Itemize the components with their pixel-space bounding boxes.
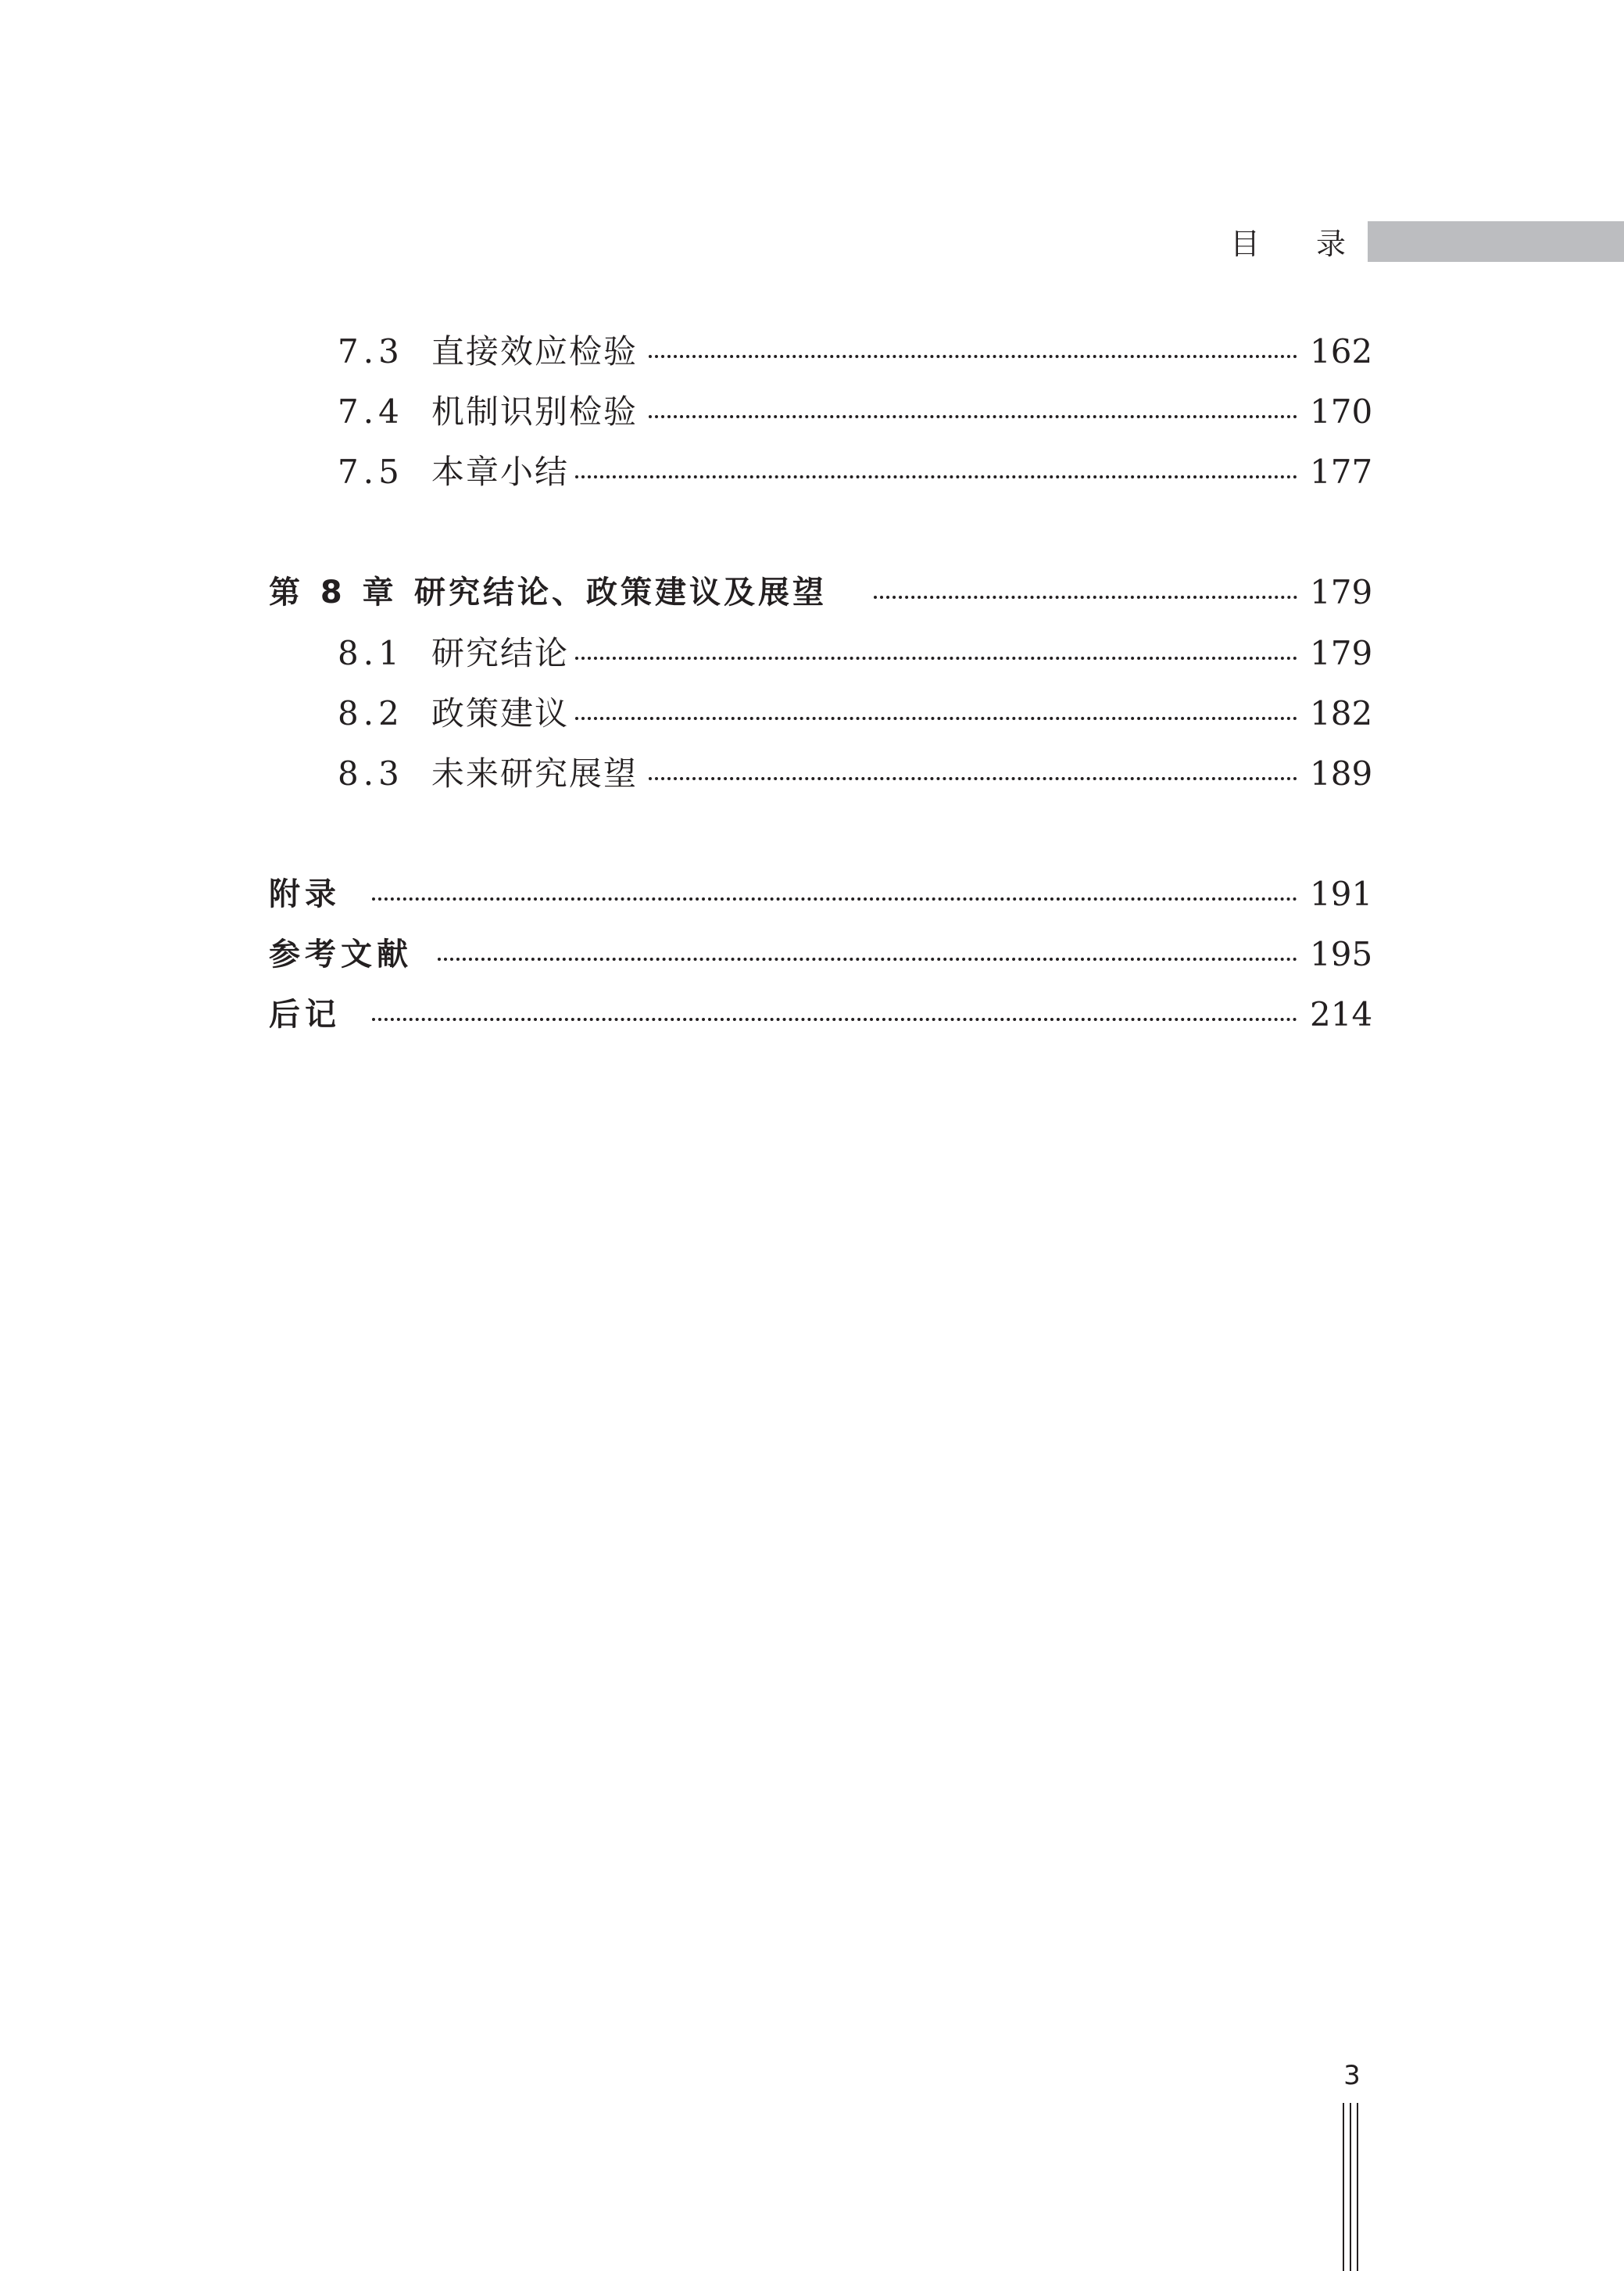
toc-section-number: 7.4 [338, 392, 404, 431]
toc-entry-postscript[interactable] [0, 990, 1624, 1040]
toc-page-number: 182 [1310, 689, 1365, 739]
dot-leader [438, 930, 1297, 980]
toc-page-number: 179 [1310, 629, 1365, 679]
toc-entry-appendix[interactable] [0, 869, 1624, 919]
toc-page-number: 162 [1310, 327, 1365, 377]
toc-page-number: 195 [1310, 930, 1365, 980]
toc-entry-8-2[interactable] [0, 689, 1624, 739]
toc-entry-7-5[interactable] [0, 447, 1624, 497]
dot-leader [649, 749, 1297, 799]
dot-leader [575, 689, 1297, 739]
toc-page-number: 214 [1310, 990, 1365, 1040]
toc-section-number: 7.5 [338, 453, 404, 491]
toc-section-number: 8.3 [338, 754, 404, 793]
dot-leader [575, 447, 1297, 497]
header-title-char-2: 录 [1316, 227, 1347, 261]
folio-line [1357, 2103, 1358, 2271]
toc-entry-8-1[interactable] [0, 629, 1624, 679]
toc-section-title: 政策建议 [431, 689, 574, 739]
dot-leader [649, 387, 1297, 437]
toc-section-title: 本章小结 [431, 447, 574, 497]
dot-leader [372, 990, 1297, 1040]
dot-leader [649, 327, 1297, 377]
header-title-char-1: 目 [1230, 227, 1261, 261]
table-of-contents [0, 0, 1624, 1094]
toc-section-title: 机制识别检验 [431, 387, 642, 437]
toc-entry-chapter-8[interactable] [0, 568, 1624, 618]
toc-page-number: 177 [1310, 447, 1365, 497]
dot-leader [575, 629, 1297, 679]
toc-page-number: 191 [1310, 869, 1365, 919]
toc-section-number: 8.2 [338, 694, 404, 733]
toc-backmatter-title: 附录 [269, 869, 345, 919]
toc-page-number: 189 [1310, 749, 1365, 799]
toc-chapter-label: 第 8 章 [269, 575, 399, 611]
page-number: 3 [1343, 2060, 1361, 2091]
folio-decorative-lines [1341, 2103, 1360, 2271]
dot-leader [372, 869, 1297, 919]
toc-entry-7-4[interactable] [0, 387, 1624, 437]
toc-page-number: 170 [1310, 387, 1365, 437]
toc-page-number: 179 [1310, 568, 1365, 618]
toc-section-title: 直接效应检验 [431, 327, 642, 377]
dot-leader [874, 568, 1297, 618]
toc-backmatter-title: 后记 [269, 990, 345, 1040]
toc-section-number: 8.1 [338, 634, 404, 672]
toc-section-title: 研究结论 [431, 629, 574, 679]
toc-entry-8-3[interactable] [0, 749, 1624, 799]
toc-chapter-title: 研究结论、政策建议及展望 [414, 568, 832, 618]
folio-line [1343, 2103, 1344, 2271]
toc-backmatter-title: 参考文献 [269, 930, 417, 980]
toc-section-title: 未来研究展望 [431, 749, 642, 799]
folio-line [1350, 2103, 1351, 2271]
toc-entry-7-3[interactable] [0, 327, 1624, 377]
toc-entry-references[interactable] [0, 930, 1624, 980]
toc-section-number: 7.3 [338, 332, 404, 371]
